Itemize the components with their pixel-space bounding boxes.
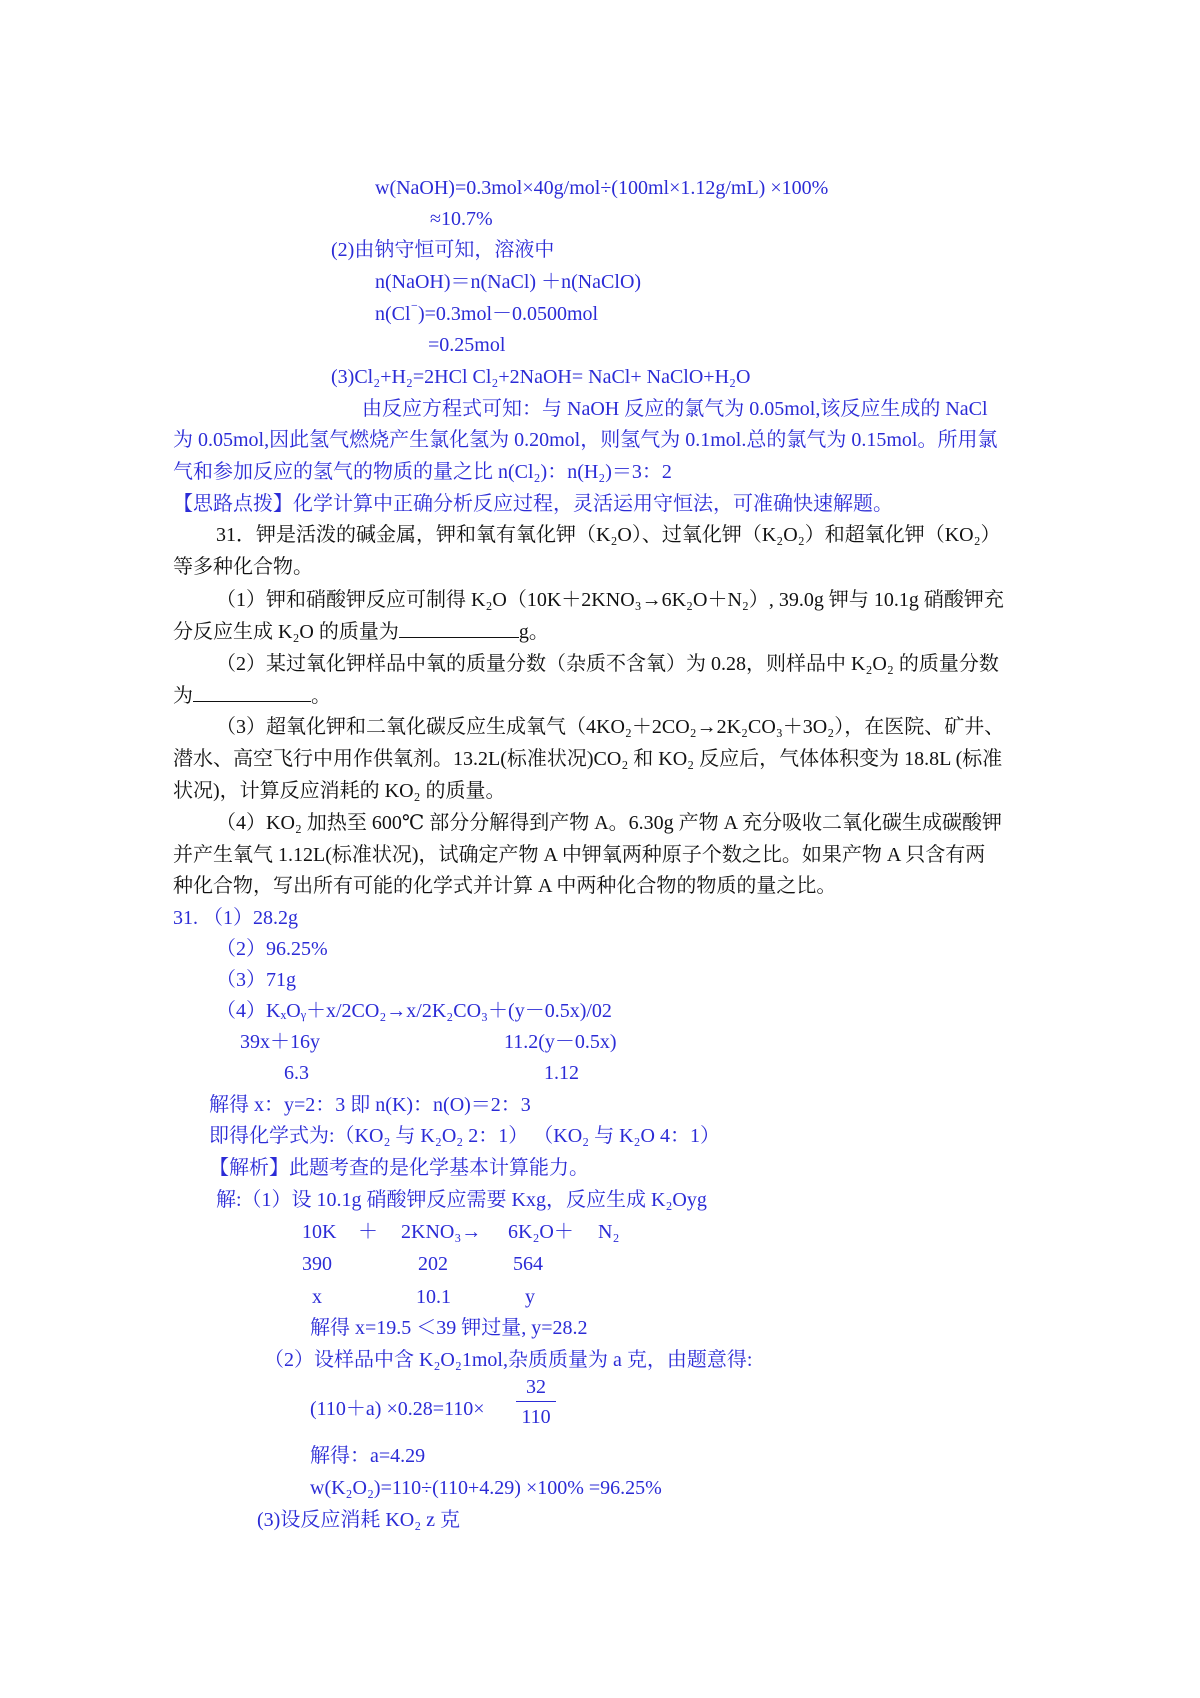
unknown-y: y (525, 1286, 535, 1308)
solution-part-2-result-w: w(K₂O₂)=110÷(110+4.29) ×100% =96.25% (310, 1477, 662, 1499)
equation-term-kno3: 2KNO₃→ (401, 1221, 482, 1243)
question-31-part-3: （3）超氧化钾和二氧化碳反应生成氧气（4KO₂＋2CO₂→2K₂CO₃＋3O₂），在医院、矿井、 (216, 716, 1005, 738)
solution-part-2-result-a: 解得：a=4.29 (310, 1445, 426, 1467)
tip-line: 【思路点拨】化学计算中正确分析反应过程，灵活运用守恒法，可准确快速解题。 (173, 493, 893, 515)
question-31-part-4: （4）KO₂ 加热至 600℃ 部分分解得到产物 A。6.30g 产物 A 充分吸收二氧化碳生成碳酸钾 (216, 812, 1003, 834)
answer-value-left: 6.3 (284, 1062, 309, 1084)
molar-mass-k: 390 (302, 1253, 332, 1275)
equation-term-k2o: 6K₂O＋ (508, 1221, 574, 1243)
fraction-numerator: 32 (516, 1373, 556, 1402)
fraction-32-over-110 (516, 1373, 556, 1432)
molar-mass-k2o: 564 (513, 1253, 543, 1275)
question-31-part-1: （1）钾和硝酸钾反应可制得 K₂O（10K＋2KNO₃→6K₂O＋N₂）, 39.0g 钾与 10.1g 硝酸钾充 (216, 589, 1004, 611)
question-31-part-4-cont-1: 并产生氧气 1.12L(标准状况)，试确定产物 A 中钾氧两种原子个数之比。如果产物 A 只含有两 (173, 844, 986, 866)
question-31-part-4-cont-2: 种化合物，写出所有可能的化学式并计算 A 中两种化合物的物质的量之比。 (173, 875, 837, 897)
answer-31-part-1: 31. （1）28.2g (173, 907, 298, 929)
solution-part-1-result: 解得 x=19.5 ＜39 钾过量, y=28.2 (310, 1317, 588, 1339)
naoh-mass-fraction-line: w(NaOH)=0.3mol×40g/mol÷(100ml×1.12g/mL) ×100% (375, 177, 829, 199)
solution-part-2: （2）设样品中含 K₂O₂1mol,杂质质量为 a 克，由题意得: (264, 1349, 753, 1371)
answer-blank-1[interactable] (399, 619, 519, 638)
molar-mass-kno3: 202 (418, 1253, 448, 1275)
explanation-line-1: 由反应方程式可知：与 NaOH 反应的氯气为 0.05mol,该反应生成的 NaCl (362, 398, 988, 420)
question-31-part-2-cont: 为 。 (173, 685, 331, 707)
question-31-part-2: （2）某过氧化钾样品中氧的质量分数（杂质不含氧）为 0.28，则样品中 K₂O₂ 的质量分数 (216, 653, 999, 675)
solution-part-3: (3)设反应消耗 KO₂ z 克 (257, 1509, 461, 1531)
analysis-heading: 【解析】此题考查的是化学基本计算能力。 (209, 1157, 589, 1179)
equation-term-n2: N₂ (598, 1221, 620, 1243)
equation-term-10k: 10K (302, 1221, 337, 1243)
answer-formula-line: 即得化学式为:（KO₂ 与 K₂O₂ 2：1） （KO₂ 与 K₂O 4：1） (209, 1125, 720, 1147)
chloride-line: n(Cl⁻)=0.3mol－0.0500mol (375, 301, 599, 325)
question-31-part-3-cont-2: 状况)，计算反应消耗的 KO₂ 的质量。 (173, 780, 506, 802)
answer-31-part-3: （3）71g (216, 969, 296, 991)
answer-31-part-2: （2）96.25% (216, 938, 328, 960)
equation-plus: ＋ (358, 1221, 378, 1243)
fraction-denominator: 110 (521, 1406, 551, 1428)
naoh-balance-line: n(NaOH)＝n(NaCl) ＋n(NaClO) (375, 271, 642, 293)
chloride-result-line: =0.25mol (428, 334, 506, 356)
explanation-line-2: 为 0.05mol,因此氢气燃烧产生氯化氢为 0.20mol，则氢气为 0.1mol.总的氯气为 0.15mol。所用氯 (173, 429, 998, 451)
reaction-equations-line: (3)Cl₂+H₂=2HCl Cl₂+2NaOH= NaCl+ NaClO+H₂O (331, 366, 751, 388)
explanation-line-3: 气和参加反应的氢气的物质的量之比 n(Cl₂)：n(H₂)＝3：2 (173, 461, 672, 483)
question-31-part-1-cont: 分反应生成 K₂O 的质量为 g。 (173, 621, 549, 643)
solution-part-2-equation: (110＋a) ×0.28=110× (310, 1398, 485, 1420)
solution-part-1: 解:（1）设 10.1g 硝酸钾反应需要 Kxg，反应生成 K₂Oyg (216, 1189, 707, 1211)
approx-result-line: ≈10.7% (430, 208, 493, 230)
answer-blank-2[interactable] (193, 683, 311, 702)
answer-equation-right: 11.2(y－0.5x) (504, 1031, 617, 1053)
answer-ratio-line: 解得 x：y=2：3 即 n(K)：n(O)＝2：3 (209, 1094, 531, 1116)
question-31-intro-cont: 等多种化合物。 (173, 556, 313, 578)
sodium-conservation-line: (2)由钠守恒可知，溶液中 (331, 239, 555, 261)
question-31-intro: 31．钾是活泼的碱金属，钾和氧有氧化钾（K₂O）、过氧化钾（K₂O₂）和超氧化钾（KO₂） (216, 524, 1001, 546)
given-10-1: 10.1 (416, 1286, 451, 1308)
answer-value-right: 1.12 (544, 1062, 579, 1084)
answer-equation-left: 39x＋16y (240, 1031, 320, 1053)
unknown-x: x (312, 1286, 322, 1308)
question-31-part-3-cont-1: 潜水、高空飞行中用作供氧剂。13.2L(标准状况)CO₂ 和 KO₂ 反应后，气体体积变为 18.8L (标准 (173, 748, 1003, 770)
answer-31-part-4: （4）KₓOᵧ＋x/2CO₂→x/2K₂CO₃＋(y－0.5x)/02 (216, 1000, 612, 1022)
